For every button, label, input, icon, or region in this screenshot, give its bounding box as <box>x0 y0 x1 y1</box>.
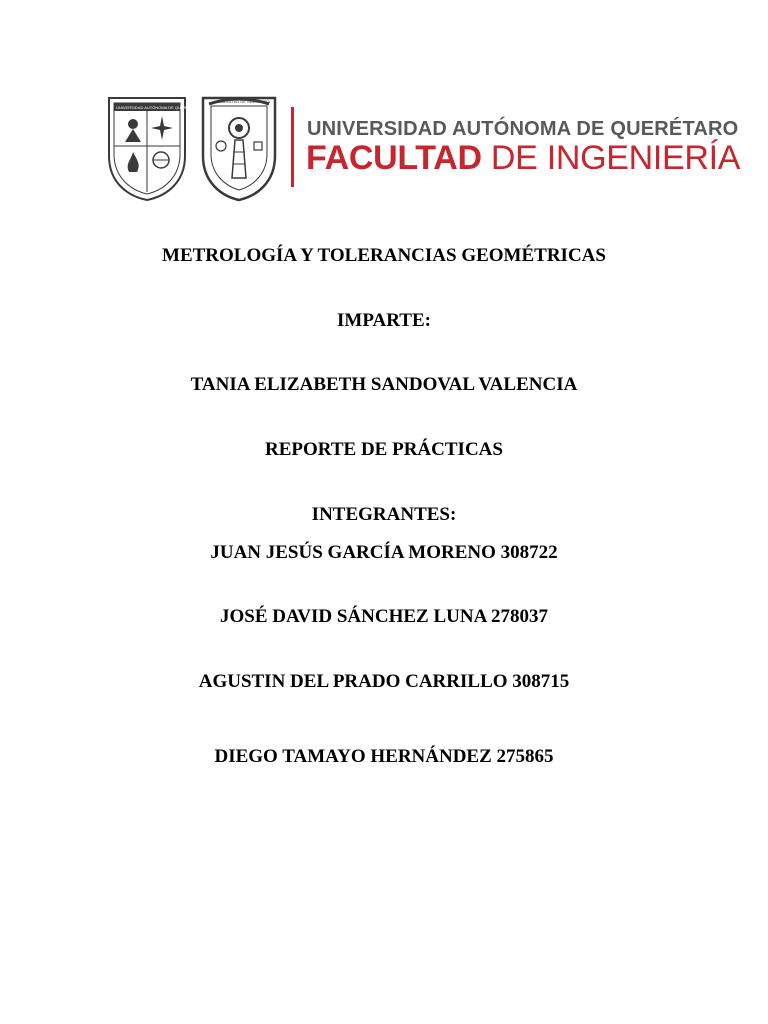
member-item: DIEGO TAMAYO HERNÁNDEZ 275865 <box>214 746 554 767</box>
fi-seal-logo <box>199 94 279 204</box>
faculty-name <box>306 139 740 178</box>
fi-seal-top-text: FACULTAD DE INGENIERÍA <box>219 99 271 104</box>
course-title: METROLOGÍA Y TOLERANCIAS GEOMÉTRICAS <box>162 245 606 266</box>
uaq-seal-top-text: UNIVERSIDAD AUTÓNOMA DE QUERÉTARO <box>116 105 200 110</box>
faculty-name-bold: FACULTAD <box>306 139 482 177</box>
faculty-name-rest: DE INGENIERÍA <box>481 139 741 177</box>
member-item: JOSÉ DAVID SÁNCHEZ LUNA 278037 <box>220 606 548 627</box>
uaq-seal-logo <box>105 94 200 204</box>
member-item: AGUSTIN DEL PRADO CARRILLO 308715 <box>198 671 570 692</box>
university-name: UNIVERSIDAD AUTÓNOMA DE QUERÉTARO <box>307 118 739 140</box>
instructor-label: IMPARTE: <box>337 310 431 331</box>
header-divider <box>291 107 294 187</box>
member-item: JUAN JESÚS GARCÍA MORENO 308722 <box>210 542 558 563</box>
report-title: REPORTE DE PRÁCTICAS <box>265 439 503 460</box>
members-label: INTEGRANTES: <box>311 504 457 525</box>
instructor-name: TANIA ELIZABETH SANDOVAL VALENCIA <box>190 374 578 395</box>
document-header <box>0 0 768 220</box>
